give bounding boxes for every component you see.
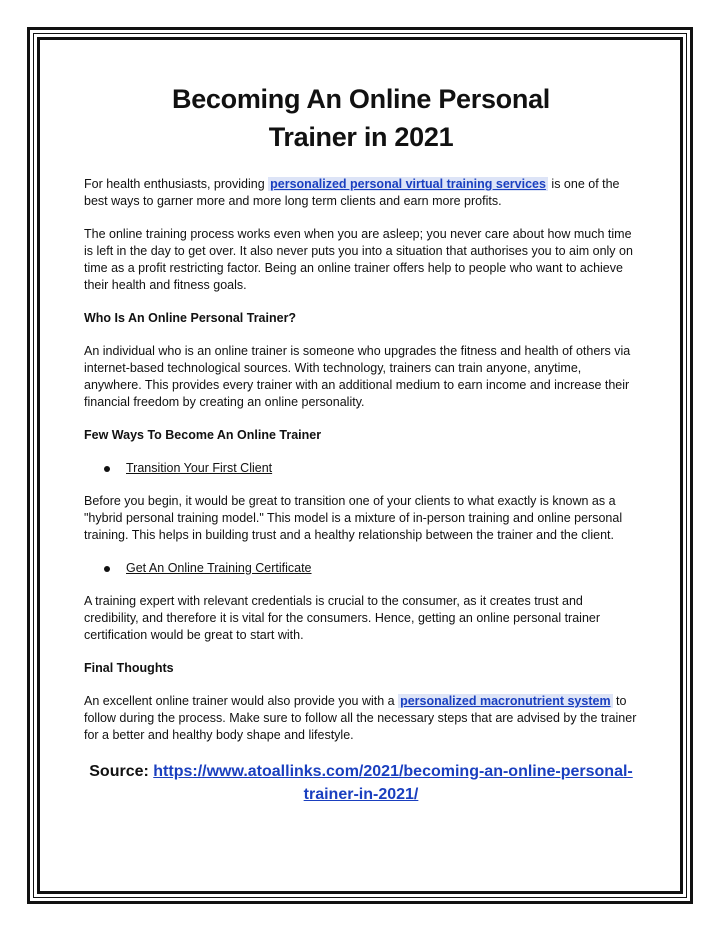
intro-text-after: is one of the best ways to garner more and more long term clients and earn more profits. bbox=[84, 177, 620, 208]
list-item bbox=[104, 460, 638, 477]
final-text-after: to follow during the process. Make sure to follow all the necessary steps that are advised by the trainer for a better and healthy body shape and lifestyle. bbox=[84, 694, 637, 742]
source-line bbox=[84, 760, 638, 806]
source-label: Source: bbox=[89, 763, 154, 780]
intro-text-before: For health enthusiasts, providing bbox=[84, 177, 269, 191]
list-item bbox=[104, 560, 638, 577]
macronutrient-link[interactable]: personalized macronutrient system bbox=[400, 694, 611, 708]
page-title bbox=[84, 80, 638, 156]
heading-final-thoughts: Final Thoughts bbox=[84, 661, 174, 675]
bullet-icon bbox=[104, 566, 110, 572]
source-url-link[interactable]: https://www.atoallinks.com/2021/becoming-an-online-personal-trainer-in-2021/ bbox=[153, 763, 633, 803]
credentials-paragraph: A training expert with relevant credentials is crucial to the consumer, as it creates trust and credibility, and therefore it is vital for the consumers. Hence, getting an online personal trainer certification would be great to start with. bbox=[84, 594, 601, 642]
definition-paragraph: An individual who is an online trainer is someone who upgrades the fitness and health of others via internet-based technological sources. With technology, trainers can train anyone, anytime, anywhere. This provides every trainer with an additional medium to earn income and increase their financial freedom by creating an online personality. bbox=[84, 344, 631, 409]
hybrid-model-paragraph: Before you begin, it would be great to transition one of your clients to what exactly is known as a "hybrid personal training model." This model is a mixture of in-person training and online personal training. This helps in building trust and a healthy relationship between the trainer and the client. bbox=[84, 494, 623, 542]
title-line-1: Becoming An Online Personal bbox=[172, 84, 550, 114]
heading-few-ways: Few Ways To Become An Online Trainer bbox=[84, 428, 322, 442]
final-paragraph bbox=[84, 693, 638, 744]
heading-who-is: Who Is An Online Personal Trainer? bbox=[84, 311, 297, 325]
bullet-icon bbox=[104, 466, 110, 472]
online-process-paragraph: The online training process works even when you are asleep; you never care about how much time is left in the day to get over. It also never puts you into a situation that authorises you to aim only on time as a profit restricting factor. Being an online trainer offers help to people who want to achieve their health and fitness goals. bbox=[84, 227, 633, 292]
certificate-link[interactable]: Get An Online Training Certificate bbox=[126, 561, 312, 575]
title-line-2: Trainer in 2021 bbox=[268, 122, 454, 152]
transition-client-link[interactable]: Transition Your First Client bbox=[126, 461, 273, 475]
document-body bbox=[84, 80, 638, 806]
final-text-before: An excellent online trainer would also provide you with a bbox=[84, 694, 399, 708]
virtual-training-link[interactable]: personalized personal virtual training services bbox=[270, 177, 546, 191]
intro-paragraph bbox=[84, 176, 638, 210]
